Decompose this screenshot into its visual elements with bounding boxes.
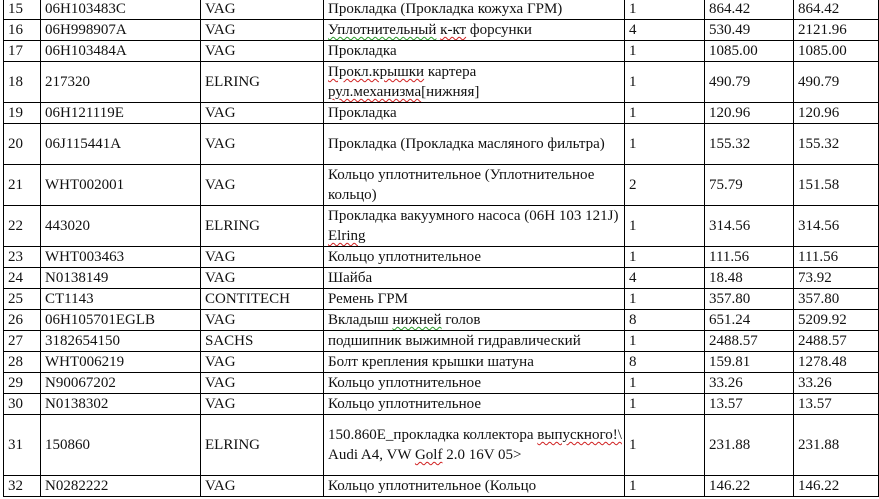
brand: VAG — [201, 310, 324, 331]
unit-price: 146.22 — [705, 476, 794, 497]
row-number: 16 — [4, 20, 41, 41]
part-code: 06H103483C — [41, 0, 201, 20]
table-row — [4, 206, 879, 247]
unit-price: 864.42 — [705, 0, 794, 20]
brand: VAG — [201, 124, 324, 165]
description-part: форсунки — [466, 22, 532, 38]
description-part: нижней — [392, 312, 442, 328]
line-total: 33.26 — [794, 373, 879, 394]
part-code: WHT006219 — [41, 352, 201, 373]
part-code: 06H105701EGLB — [41, 310, 201, 331]
description — [324, 415, 625, 476]
part-code: 217320 — [41, 62, 201, 103]
description — [324, 20, 625, 41]
table-row — [4, 268, 879, 289]
quantity: 4 — [625, 268, 705, 289]
quantity: 2 — [625, 165, 705, 206]
description-part: рул.механизма — [328, 84, 422, 100]
part-code: 443020 — [41, 206, 201, 247]
description: Кольцо уплотнительное — [324, 373, 625, 394]
unit-price: 18.48 — [705, 268, 794, 289]
description-part: Audi A4, VW — [328, 447, 415, 463]
row-number: 25 — [4, 289, 41, 310]
table-row — [4, 373, 879, 394]
row-number: 32 — [4, 476, 41, 497]
line-total: 314.56 — [794, 206, 879, 247]
brand: ELRING — [201, 62, 324, 103]
quantity: 1 — [625, 289, 705, 310]
table-row — [4, 20, 879, 41]
description-part: Прокл.крышки — [328, 64, 425, 80]
description: Шайба — [324, 268, 625, 289]
unit-price: 155.32 — [705, 124, 794, 165]
unit-price: 1085.00 — [705, 41, 794, 62]
line-total: 2488.57 — [794, 331, 879, 352]
part-code: N90067202 — [41, 373, 201, 394]
unit-price: 120.96 — [705, 103, 794, 124]
unit-price: 13.57 — [705, 394, 794, 415]
part-code: WHT002001 — [41, 165, 201, 206]
row-number: 22 — [4, 206, 41, 247]
line-total: 1085.00 — [794, 41, 879, 62]
brand: VAG — [201, 268, 324, 289]
row-number: 27 — [4, 331, 41, 352]
table-row — [4, 289, 879, 310]
line-total: 155.32 — [794, 124, 879, 165]
description-part: Прокладка вакуумного насоса (06H 103 121J) — [328, 208, 619, 224]
part-code: CT1143 — [41, 289, 201, 310]
table-row — [4, 62, 879, 103]
table-row — [4, 103, 879, 124]
quantity: 1 — [625, 0, 705, 20]
quantity: 8 — [625, 310, 705, 331]
brand: VAG — [201, 352, 324, 373]
line-total: 120.96 — [794, 103, 879, 124]
description: Кольцо уплотнительное — [324, 394, 625, 415]
unit-price: 75.79 — [705, 165, 794, 206]
brand: SACHS — [201, 331, 324, 352]
description-part: Elring — [328, 228, 366, 244]
unit-price: 33.26 — [705, 373, 794, 394]
description — [324, 62, 625, 103]
quantity: 4 — [625, 20, 705, 41]
line-total: 864.42 — [794, 0, 879, 20]
brand: CONTITECH — [201, 289, 324, 310]
part-code: N0138149 — [41, 268, 201, 289]
line-total: 231.88 — [794, 415, 879, 476]
quantity: 1 — [625, 476, 705, 497]
line-total: 2121.96 — [794, 20, 879, 41]
quantity: 8 — [625, 352, 705, 373]
quantity: 1 — [625, 331, 705, 352]
unit-price: 651.24 — [705, 310, 794, 331]
line-total: 151.58 — [794, 165, 879, 206]
brand: VAG — [201, 394, 324, 415]
description — [324, 310, 625, 331]
unit-price: 231.88 — [705, 415, 794, 476]
description-part: Golf — [414, 447, 443, 463]
quantity: 1 — [625, 206, 705, 247]
unit-price: 111.56 — [705, 247, 794, 268]
table-row — [4, 165, 879, 206]
table-row — [4, 476, 879, 497]
description-part: к-кт — [440, 22, 467, 38]
brand: VAG — [201, 476, 324, 497]
row-number: 29 — [4, 373, 41, 394]
row-number: 21 — [4, 165, 41, 206]
description-part: 2.0 16V 05> — [442, 447, 522, 463]
brand: VAG — [201, 103, 324, 124]
part-code: N0138302 — [41, 394, 201, 415]
table-row — [4, 331, 879, 352]
description-part: Уплотнительный — [328, 22, 437, 38]
quantity: 1 — [625, 247, 705, 268]
line-total: 357.80 — [794, 289, 879, 310]
quantity: 1 — [625, 103, 705, 124]
table-row — [4, 310, 879, 331]
brand: ELRING — [201, 206, 324, 247]
line-total: 5209.92 — [794, 310, 879, 331]
line-total: 73.92 — [794, 268, 879, 289]
table-row — [4, 394, 879, 415]
unit-price: 490.79 — [705, 62, 794, 103]
table-row — [4, 124, 879, 165]
part-code: WHT003463 — [41, 247, 201, 268]
unit-price: 2488.57 — [705, 331, 794, 352]
table-row — [4, 0, 879, 20]
table-row — [4, 415, 879, 476]
line-total: 490.79 — [794, 62, 879, 103]
brand: VAG — [201, 20, 324, 41]
brand: ELRING — [201, 415, 324, 476]
line-total: 146.22 — [794, 476, 879, 497]
brand: VAG — [201, 165, 324, 206]
row-number: 31 — [4, 415, 41, 476]
brand: VAG — [201, 41, 324, 62]
part-code: 3182654150 — [41, 331, 201, 352]
description-part: голов — [441, 312, 481, 328]
row-number: 24 — [4, 268, 41, 289]
part-code: N0282222 — [41, 476, 201, 497]
line-total: 13.57 — [794, 394, 879, 415]
unit-price: 530.49 — [705, 20, 794, 41]
description-part: выпускного!\ — [537, 427, 622, 443]
row-number: 30 — [4, 394, 41, 415]
line-total: 111.56 — [794, 247, 879, 268]
row-number: 18 — [4, 62, 41, 103]
brand: VAG — [201, 247, 324, 268]
unit-price: 314.56 — [705, 206, 794, 247]
line-total: 1278.48 — [794, 352, 879, 373]
row-number: 28 — [4, 352, 41, 373]
description-part: картера — [424, 64, 477, 80]
quantity: 1 — [625, 373, 705, 394]
table-row — [4, 41, 879, 62]
description-part: Вкладыш — [328, 312, 393, 328]
description: Прокладка — [324, 103, 625, 124]
quantity: 1 — [625, 124, 705, 165]
description: Прокладка — [324, 41, 625, 62]
row-number: 20 — [4, 124, 41, 165]
description-part: [нижняя] — [421, 84, 480, 100]
unit-price: 357.80 — [705, 289, 794, 310]
description: Болт крепления крышки шатуна — [324, 352, 625, 373]
description — [324, 206, 625, 247]
description: Прокладка (Прокладка масляного фильтра) — [324, 124, 625, 165]
quantity: 1 — [625, 394, 705, 415]
part-code: 06H998907A — [41, 20, 201, 41]
description-part: 150.860E_прокладка коллектора — [328, 427, 538, 443]
quantity: 1 — [625, 41, 705, 62]
parts-table — [3, 0, 879, 497]
quantity: 1 — [625, 415, 705, 476]
brand: VAG — [201, 373, 324, 394]
description: Кольцо уплотнительное — [324, 247, 625, 268]
brand: VAG — [201, 0, 324, 20]
description: Ремень ГРМ — [324, 289, 625, 310]
description: подшипник выжимной гидравлический — [324, 331, 625, 352]
table-row — [4, 352, 879, 373]
row-number: 19 — [4, 103, 41, 124]
description: Кольцо уплотнительное (Кольцо — [324, 476, 625, 497]
row-number: 23 — [4, 247, 41, 268]
part-code: 06J115441A — [41, 124, 201, 165]
part-code: 150860 — [41, 415, 201, 476]
table-row — [4, 247, 879, 268]
row-number: 17 — [4, 41, 41, 62]
part-code: 06H103484A — [41, 41, 201, 62]
quantity: 1 — [625, 62, 705, 103]
part-code: 06H121119E — [41, 103, 201, 124]
row-number: 15 — [4, 0, 41, 20]
description: Прокладка (Прокладка кожуха ГРМ) — [324, 0, 625, 20]
row-number: 26 — [4, 310, 41, 331]
unit-price: 159.81 — [705, 352, 794, 373]
description: Кольцо уплотнительное (Уплотнительное кольцо) — [324, 165, 625, 206]
